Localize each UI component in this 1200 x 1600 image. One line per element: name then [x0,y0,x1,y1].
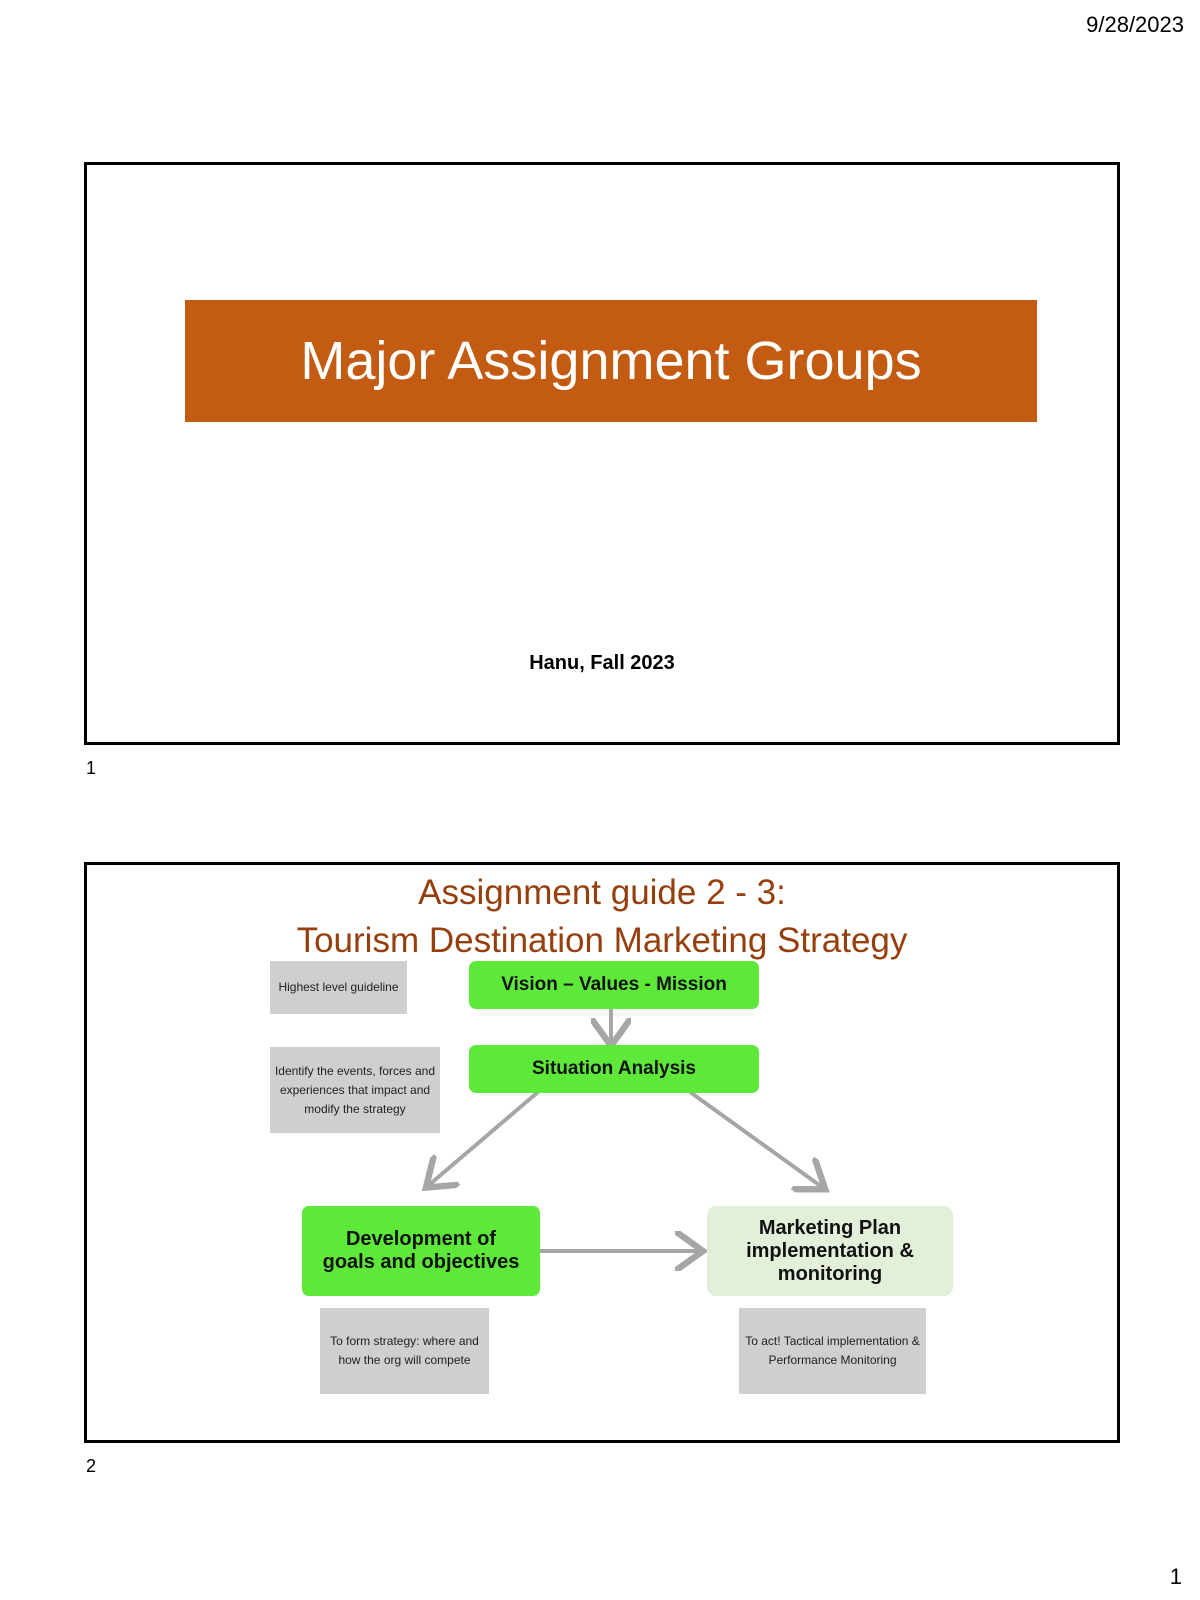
note-highest-level: Highest level guideline [270,961,407,1014]
slide-1-title: Major Assignment Groups [185,300,1037,422]
slide-1-number: 1 [86,758,97,778]
note-form-strategy: To form strategy: where and how the org will compete [320,1308,489,1394]
note-to-act: To act! Tactical implementation & Performance Monitoring [739,1308,926,1394]
node-marketing-plan: Marketing Plan implementation & monitoring [707,1206,953,1296]
slide-2 [84,862,1120,1443]
slide-2-title-line-1: Assignment guide 2 - 3: [418,873,786,912]
node-situation-analysis: Situation Analysis [469,1045,759,1093]
flow-arrows [87,865,1117,1440]
header-date: 9/28/2023 [1086,12,1184,37]
slide-2-title-line-2: Tourism Destination Marketing Strategy [296,921,908,960]
slide-2-number: 2 [86,1456,97,1476]
note-identify-events: Identify the events, forces and experiences that impact and modify the strategy [270,1047,440,1133]
slide-1 [84,162,1120,745]
arrow-situation-to-development [429,1092,538,1185]
arrow-situation-to-marketing [690,1092,822,1187]
node-development-goals: Development of goals and objectives [302,1206,540,1296]
node-vision-values-mission: Vision – Values - Mission [469,961,759,1009]
page-number: 1 [1169,1564,1182,1589]
slide-1-subtitle: Hanu, Fall 2023 [529,652,675,674]
